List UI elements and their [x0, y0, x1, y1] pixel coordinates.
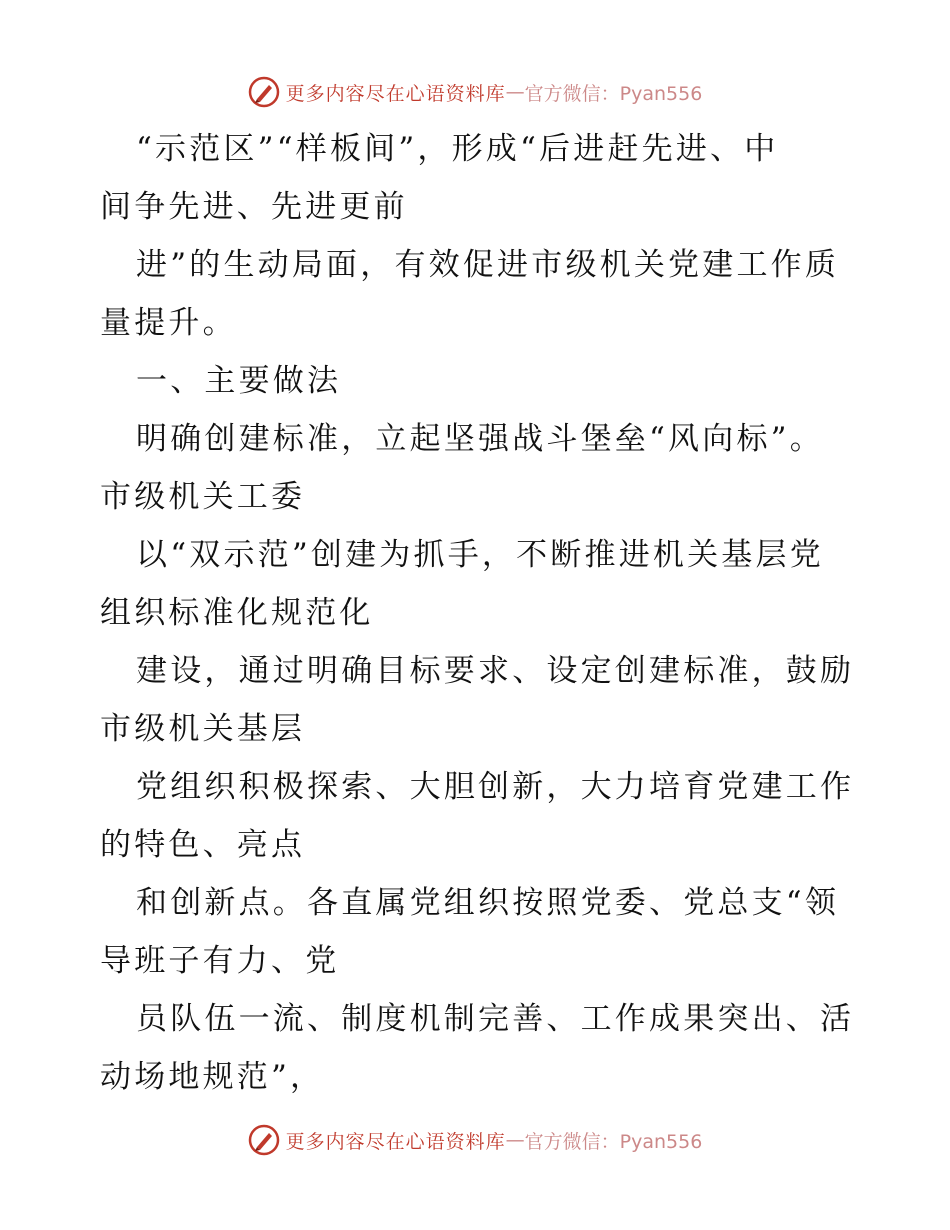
footer-watermark [0, 1120, 950, 1160]
watermark-dash: — [505, 1129, 525, 1151]
text-line: 市级机关工委 [100, 479, 306, 515]
text-line: 动场地规范”， [100, 1059, 325, 1095]
text-line: 员队伍一流、制度机制完善、工作成果突出、活 [136, 1001, 855, 1037]
pen-logo-icon [248, 1124, 280, 1156]
text-line: 以“双示范”创建为抓手，不断推进机关基层党 [136, 537, 824, 573]
text-line: “示范区”“样板间”，形成“后进赶先进、中 [136, 131, 779, 167]
watermark-sub-text: 官方微信：Pyan556 [524, 1130, 703, 1153]
text-line: 间争先进、先进更前 [100, 189, 408, 225]
text-line: 一、主要做法 [136, 363, 342, 399]
text-line: 党组织积极探索、大胆创新，大力培育党建工作 [136, 769, 855, 805]
text-line: 组织标准化规范化 [100, 595, 374, 631]
text-line: 的特色、亮点 [100, 827, 306, 863]
watermark-sub-text: 官方微信：Pyan556 [524, 82, 703, 105]
watermark-main-text: 更多内容尽在心语资料库 [285, 1130, 506, 1153]
text-line: 和创新点。各直属党组织按照党委、党总支“领 [136, 885, 840, 921]
watermark-main-text: 更多内容尽在心语资料库 [285, 82, 506, 105]
text-line: 建设，通过明确目标要求、设定创建标准，鼓励 [136, 653, 855, 689]
text-line: 市级机关基层 [100, 711, 306, 747]
text-line: 导班子有力、党 [100, 943, 340, 979]
document-body [100, 120, 860, 1106]
text-line: 量提升。 [100, 305, 237, 341]
pen-logo-icon [248, 76, 280, 108]
text-line: 明确创建标准，立起坚强战斗堡垒“风向标”。 [136, 421, 824, 457]
text-line: 进”的生动局面，有效促进市级机关党建工作质 [136, 247, 840, 283]
header-watermark [0, 72, 950, 112]
watermark-dash: — [505, 81, 525, 103]
